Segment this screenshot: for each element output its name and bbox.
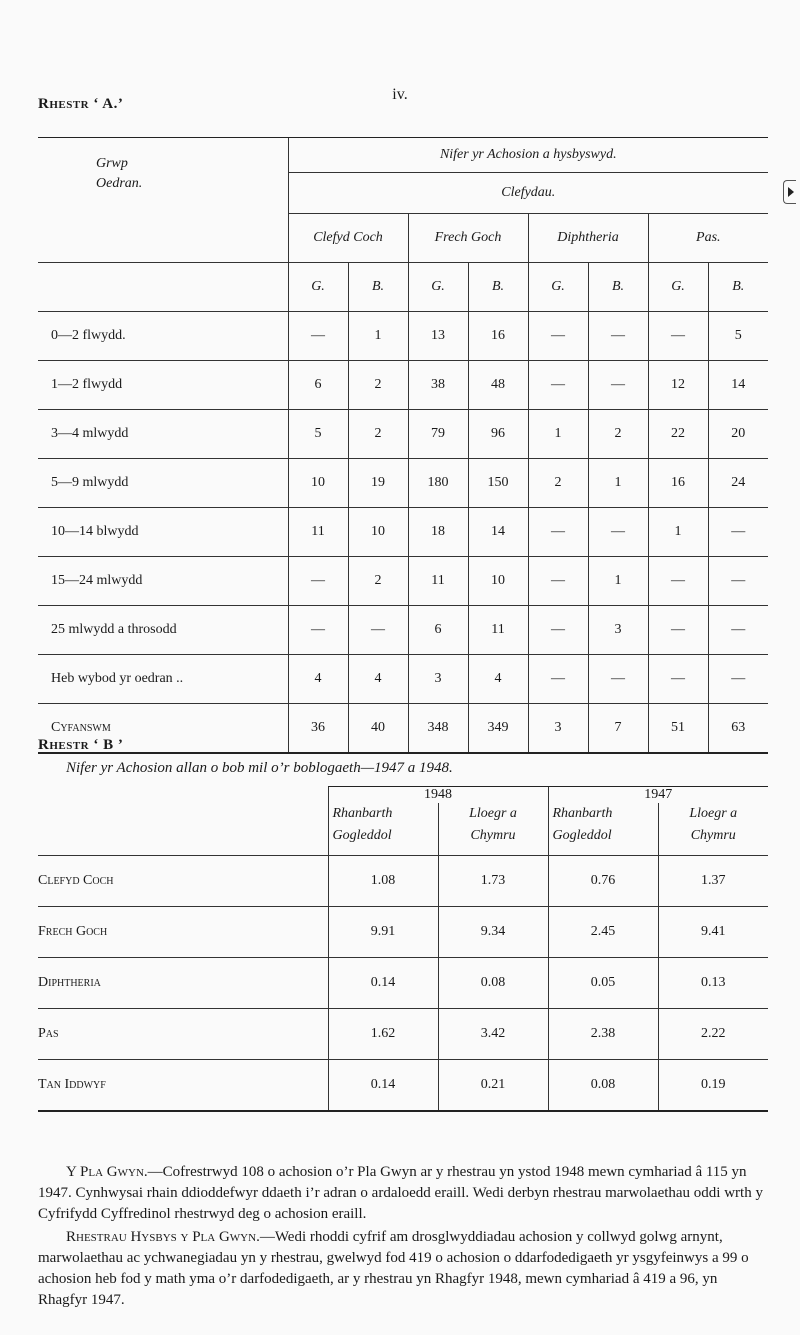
- rate-cell: 0.19: [658, 1060, 768, 1112]
- table-row: [38, 312, 768, 361]
- rate-cell: 1.37: [658, 856, 768, 907]
- paragraph-lead: Y Pla Gwyn.: [66, 1164, 148, 1180]
- count-cell: 3: [408, 655, 468, 704]
- age-group-label: 10—14 blwydd: [38, 508, 288, 557]
- count-cell: 2: [588, 410, 648, 459]
- sex-header: B.: [348, 263, 408, 312]
- rate-cell: 2.22: [658, 1009, 768, 1060]
- count-cell: 96: [468, 410, 528, 459]
- rate-cell: 0.14: [328, 1060, 438, 1112]
- col-head-line: Gogleddol: [552, 828, 612, 843]
- page-number: iv.: [392, 86, 408, 103]
- sex-header: G.: [528, 263, 588, 312]
- table-row: [38, 557, 768, 606]
- age-group-header: [38, 138, 288, 263]
- count-cell: —: [588, 361, 648, 410]
- age-group-header-line2: Oedran.: [96, 176, 143, 191]
- age-group-label: 1—2 flwydd: [38, 361, 288, 410]
- count-cell: 16: [648, 459, 708, 508]
- col-head-line: Rhanbarth: [332, 806, 393, 821]
- count-cell: —: [588, 312, 648, 361]
- count-cell: 5: [288, 410, 348, 459]
- rate-cell: 1.62: [328, 1009, 438, 1060]
- count-cell: 22: [648, 410, 708, 459]
- count-cell: 6: [288, 361, 348, 410]
- count-cell: 150: [468, 459, 528, 508]
- rate-cell: 2.45: [548, 907, 658, 958]
- rate-cell: 0.05: [548, 958, 658, 1009]
- rate-cell: 9.91: [328, 907, 438, 958]
- sex-header: B.: [468, 263, 528, 312]
- count-cell: —: [288, 312, 348, 361]
- rate-cell: 2.38: [548, 1009, 658, 1060]
- count-cell: —: [288, 557, 348, 606]
- count-cell: 1: [528, 410, 588, 459]
- count-cell: —: [528, 312, 588, 361]
- col-head-line: Rhanbarth: [552, 806, 613, 821]
- count-cell: —: [528, 655, 588, 704]
- count-cell: 6: [408, 606, 468, 655]
- count-cell: —: [648, 557, 708, 606]
- paragraph-plague: [38, 1162, 768, 1225]
- count-cell: 4: [348, 655, 408, 704]
- year-header: 1948: [328, 787, 548, 804]
- count-cell: —: [648, 606, 708, 655]
- total-cell: 3: [528, 704, 588, 754]
- age-group-label: 3—4 mlwydd: [38, 410, 288, 459]
- count-cell: 2: [528, 459, 588, 508]
- sex-header: B.: [588, 263, 648, 312]
- paragraph-registers: [38, 1227, 768, 1311]
- total-row-label: Cyfanswm: [38, 704, 288, 754]
- total-cell: 7: [588, 704, 648, 754]
- count-cell: 12: [648, 361, 708, 410]
- cases-super-header: Nifer yr Achosion a hysbyswyd.: [288, 138, 768, 173]
- col-head-north-1947: [548, 803, 658, 856]
- rate-cell: 0.21: [438, 1060, 548, 1112]
- rate-cell: 0.14: [328, 958, 438, 1009]
- count-cell: —: [708, 606, 768, 655]
- age-group-label: 5—9 mlwydd: [38, 459, 288, 508]
- count-cell: 2: [348, 410, 408, 459]
- disease-label: Tan Iddwyf: [38, 1060, 328, 1112]
- count-cell: 38: [408, 361, 468, 410]
- table-b-heading: Rhestr ‘ B ’: [38, 737, 124, 753]
- age-group-label: 15—24 mlwydd: [38, 557, 288, 606]
- col-head-england-1948: [438, 803, 548, 856]
- total-cell: 40: [348, 704, 408, 754]
- col-head-line: Lloegr a: [469, 806, 517, 821]
- count-cell: —: [708, 557, 768, 606]
- count-cell: 3: [588, 606, 648, 655]
- table-b-subtitle: Nifer yr Achosion allan o bob mil o’r boblogaeth—1947 a 1948.: [66, 760, 453, 776]
- table-row: [38, 410, 768, 459]
- sex-header: G.: [288, 263, 348, 312]
- table-row: [38, 856, 768, 907]
- col-head-line: Chymru: [690, 828, 736, 843]
- disease-header: Frech Goch: [408, 214, 528, 263]
- rate-cell: 0.08: [548, 1060, 658, 1112]
- disease-label: Frech Goch: [38, 907, 328, 958]
- count-cell: 10: [288, 459, 348, 508]
- rate-cell: 0.13: [658, 958, 768, 1009]
- diseases-group-header: Clefydau.: [288, 173, 768, 214]
- col-head-line: Lloegr a: [689, 806, 738, 821]
- count-cell: 16: [468, 312, 528, 361]
- col-head-line: Gogleddol: [332, 828, 392, 843]
- rate-cell: 1.73: [438, 856, 548, 907]
- empty-cell: [38, 803, 328, 856]
- count-cell: 11: [288, 508, 348, 557]
- count-cell: —: [588, 655, 648, 704]
- disease-label: Clefyd Coch: [38, 856, 328, 907]
- total-cell: 51: [648, 704, 708, 754]
- rate-cell: 3.42: [438, 1009, 548, 1060]
- year-header: 1947: [548, 787, 768, 804]
- count-cell: 1: [588, 557, 648, 606]
- col-head-north-1948: [328, 803, 438, 856]
- count-cell: 24: [708, 459, 768, 508]
- age-group-label: 25 mlwydd a throsodd: [38, 606, 288, 655]
- page-tab-icon: [783, 180, 796, 204]
- rate-cell: 9.41: [658, 907, 768, 958]
- table-row: [38, 606, 768, 655]
- sex-header: B.: [708, 263, 768, 312]
- empty-cell: [38, 263, 288, 312]
- count-cell: 2: [348, 361, 408, 410]
- total-cell: 63: [708, 704, 768, 754]
- count-cell: 4: [288, 655, 348, 704]
- rate-cell: 0.76: [548, 856, 658, 907]
- count-cell: —: [648, 312, 708, 361]
- count-cell: 4: [468, 655, 528, 704]
- sex-header: G.: [408, 263, 468, 312]
- total-cell: 349: [468, 704, 528, 754]
- count-cell: —: [528, 361, 588, 410]
- count-cell: 14: [468, 508, 528, 557]
- count-cell: —: [528, 508, 588, 557]
- table-row: [38, 361, 768, 410]
- col-head-line: Chymru: [470, 828, 516, 843]
- disease-header: Diphtheria: [528, 214, 648, 263]
- count-cell: 14: [708, 361, 768, 410]
- table-a: [38, 137, 768, 754]
- count-cell: 2: [348, 557, 408, 606]
- disease-header: Clefyd Coch: [288, 214, 408, 263]
- table-row: [38, 958, 768, 1009]
- count-cell: —: [648, 655, 708, 704]
- count-cell: 180: [408, 459, 468, 508]
- count-cell: —: [588, 508, 648, 557]
- table-b: [38, 786, 768, 1112]
- count-cell: 19: [348, 459, 408, 508]
- count-cell: 1: [588, 459, 648, 508]
- age-group-header-line1: Grwp: [96, 156, 128, 171]
- count-cell: 1: [348, 312, 408, 361]
- table-row: [38, 508, 768, 557]
- table-row: [38, 655, 768, 704]
- disease-label: Diphtheria: [38, 958, 328, 1009]
- rate-cell: 0.08: [438, 958, 548, 1009]
- table-row: [38, 459, 768, 508]
- disease-label: Pas: [38, 1009, 328, 1060]
- count-cell: 10: [348, 508, 408, 557]
- count-cell: 79: [408, 410, 468, 459]
- disease-header: Pas.: [648, 214, 768, 263]
- table-row: [38, 907, 768, 958]
- paragraph-body: —Wedi rhoddi cyfrif am drosglwyddiadau achosion y collwyd golwg arnynt, marwolaethau ac ychwanegiadau yn y rhestrau, gwelwyd fod 419 o achosion o ddarfodedigaeth yr ysgyfeinwys a 99 o achosion heb fod y math yma o’r darfodedigaeth, ar y rhestrau yn Rhagfyr 1948, mewn cymhariad â 419 a 96, yn Rhagfyr 1947.: [38, 1229, 749, 1308]
- count-cell: 5: [708, 312, 768, 361]
- count-cell: —: [348, 606, 408, 655]
- empty-cell: [38, 787, 328, 804]
- table-a-heading: Rhestr ‘ A.’: [38, 96, 124, 112]
- table-row: [38, 1009, 768, 1060]
- count-cell: 18: [408, 508, 468, 557]
- total-cell: 36: [288, 704, 348, 754]
- count-cell: 11: [468, 606, 528, 655]
- col-head-england-1947: [658, 803, 768, 856]
- count-cell: —: [288, 606, 348, 655]
- count-cell: 20: [708, 410, 768, 459]
- count-cell: 13: [408, 312, 468, 361]
- count-cell: 1: [648, 508, 708, 557]
- count-cell: 48: [468, 361, 528, 410]
- table-row: [38, 1060, 768, 1112]
- count-cell: 11: [408, 557, 468, 606]
- paragraph-body: —Cofrestrwyd 108 o achosion o’r Pla Gwyn ar y rhestrau yn ystod 1948 mewn cymhariad â 115 yn 1947. Cynhwysai rhain ddioddefwyr ddaeth i’r adran o ardaloedd eraill. Wedi derbyn rhestrau marwolaethau oddi wrth y Cyfrifydd Cyffredinol rhestrwyd deg o achosion eraill.: [38, 1164, 763, 1222]
- count-cell: 10: [468, 557, 528, 606]
- age-group-label: 0—2 flwydd.: [38, 312, 288, 361]
- total-cell: 348: [408, 704, 468, 754]
- age-group-label: Heb wybod yr oedran ..: [38, 655, 288, 704]
- table-b-body: [38, 856, 768, 1112]
- rate-cell: 1.08: [328, 856, 438, 907]
- paragraph-lead: Rhestrau Hysbys y Pla Gwyn.: [66, 1229, 260, 1245]
- rate-cell: 9.34: [438, 907, 548, 958]
- sex-header: G.: [648, 263, 708, 312]
- table-a-body: [38, 312, 768, 704]
- count-cell: —: [708, 508, 768, 557]
- count-cell: —: [528, 557, 588, 606]
- count-cell: —: [528, 606, 588, 655]
- count-cell: —: [708, 655, 768, 704]
